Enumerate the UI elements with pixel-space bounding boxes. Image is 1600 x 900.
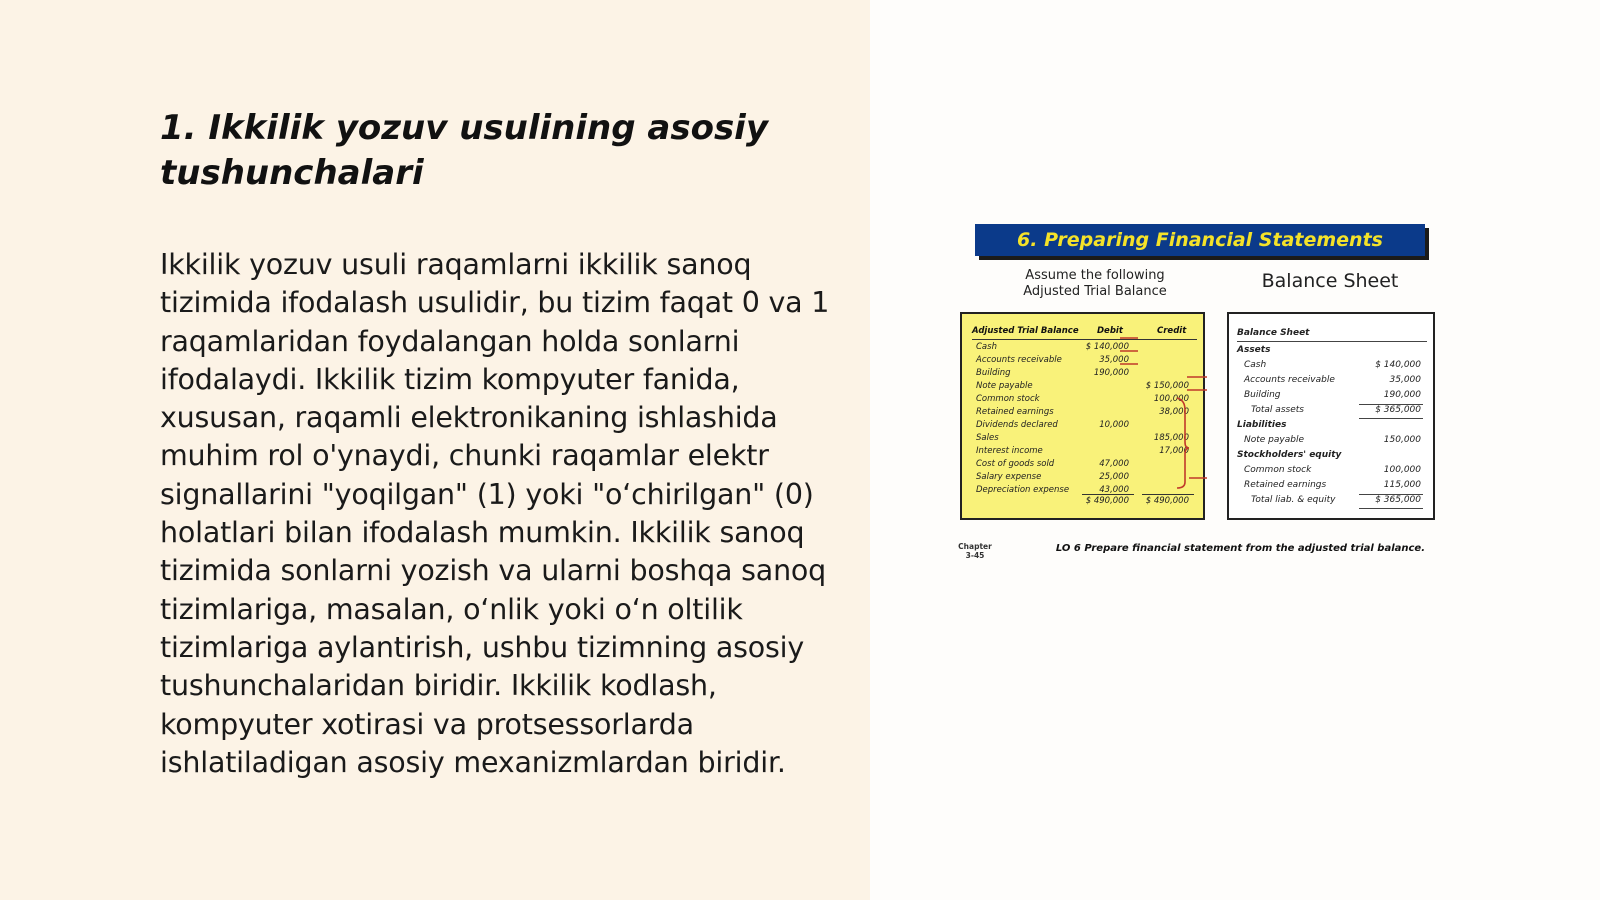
atb-total-debit: $ 490,000 [1085, 496, 1129, 506]
bs-total-rule [1359, 494, 1423, 495]
bs-value-cell: 35,000 [1389, 375, 1421, 385]
bs-value-cell: 115,000 [1383, 480, 1421, 490]
bs-label-cell: Liabilities [1237, 420, 1287, 430]
atb-label-cell: Sales [976, 433, 999, 443]
bs-item-row [1229, 375, 1433, 389]
atb-credit-cell: 38,000 [1159, 407, 1189, 417]
chapter-line1: Chapter [958, 542, 992, 551]
atb-row [962, 342, 1203, 355]
bs-value-cell: 150,000 [1383, 435, 1421, 445]
chapter-label [955, 542, 995, 560]
bs-title-rule [1237, 341, 1427, 342]
atb-label-cell: Common stock [976, 394, 1040, 404]
bs-total-rule [1359, 508, 1423, 509]
bs-total-row [1229, 405, 1433, 419]
bs-total-row [1229, 495, 1433, 509]
atb-row [962, 446, 1203, 459]
atb-debit-cell: 35,000 [1099, 355, 1129, 365]
bs-label-cell: Accounts receivable [1244, 375, 1335, 385]
atb-debit-cell: 190,000 [1093, 368, 1129, 378]
bs-section-row [1229, 420, 1433, 434]
atb-debit-cell: 25,000 [1099, 472, 1129, 482]
bs-item-row [1229, 465, 1433, 479]
bs-label-cell: Stockholders' equity [1237, 450, 1342, 460]
atb-row [962, 459, 1203, 472]
atb-credit-cell: $ 150,000 [1145, 381, 1189, 391]
atb-label-cell: Salary expense [976, 472, 1042, 482]
bs-section-row [1229, 450, 1433, 464]
bs-total-rule [1359, 404, 1423, 405]
bs-label-cell: Building [1244, 390, 1281, 400]
bs-value-cell: 100,000 [1383, 465, 1421, 475]
atb-row [962, 368, 1203, 381]
bs-label-cell: Total assets [1251, 405, 1304, 415]
chapter-line2: 3-45 [965, 551, 985, 560]
atb-debit-cell: 10,000 [1099, 420, 1129, 430]
balance-sheet-table [1227, 312, 1435, 520]
adjusted-trial-balance-table [960, 312, 1205, 520]
bs-label-cell: Total liab. & equity [1251, 495, 1336, 505]
atb-header-row [962, 326, 1203, 339]
atb-credit-cell: 17,000 [1159, 446, 1189, 456]
atb-credit-cell: 185,000 [1153, 433, 1189, 443]
bs-value-cell: 190,000 [1383, 390, 1421, 400]
bs-value-cell: $ 365,000 [1375, 405, 1421, 415]
atb-debit-cell: 43,000 [1099, 485, 1129, 495]
atb-header-rule [972, 339, 1197, 340]
bs-label-cell: Retained earnings [1244, 480, 1327, 490]
bs-item-row [1229, 435, 1433, 449]
atb-row [962, 407, 1203, 420]
atb-debit-cell: 47,000 [1099, 459, 1129, 469]
atb-row [962, 433, 1203, 446]
bs-total-rule [1359, 418, 1423, 419]
figure-banner [975, 224, 1425, 256]
bs-section-row [1229, 345, 1433, 359]
bs-label-cell: Cash [1244, 360, 1267, 370]
atb-row [962, 472, 1203, 485]
atb-header-credit: Credit [1157, 326, 1187, 336]
slide-body-text: Ikkilik yozuv usuli raqamlarni ikkilik sanoq tizimida ifodalash usulidir, bu tizim faqat 0 va 1 raqamlaridan foydalangan holda sonlarni ifodalaydi. Ikkilik tizim kompyuter fanida, xususan, raqamli elektronikaning ishlashida muhim rol o'ynaydi, chunki raqamlar elektr signallarini "yoqilgan" (1) yoki "o‘chirilgan" (0) holatlari bilan ifodalash mumkin. Ikkilik sanoq tizimida sonlarni yozish va ularni boshqa sanoq tizimlariga, masalan, o‘nlik yoki o‘n oltilik tizimlariga aylantirish, ushbu tizimning asosiy tushunchalaridan biridir. Ikkilik kodlash, kompyuter xotirasi va protsessorlarda ishlatiladigan asosiy mexanizmlardan biridir. [160, 248, 830, 779]
financial-statements-figure [955, 220, 1445, 570]
atb-label-cell: Cash [976, 342, 997, 352]
atb-header-label: Adjusted Trial Balance [972, 326, 1079, 336]
figure-caption-right: Balance Sheet [1261, 270, 1399, 292]
atb-label-cell: Dividends declared [976, 420, 1058, 430]
bs-label-cell: Note payable [1244, 435, 1304, 445]
atb-row [962, 420, 1203, 433]
atb-debit-cell: $ 140,000 [1085, 342, 1129, 352]
bs-item-row [1229, 390, 1433, 404]
figure-caption-left [955, 268, 1235, 300]
bs-value-cell: $ 365,000 [1375, 495, 1421, 505]
bs-item-row [1229, 360, 1433, 374]
slide-title: 1. Ikkilik yozuv usulining asosiy tushunchalari [160, 108, 768, 193]
caption-left-line2: Adjusted Trial Balance [1023, 284, 1167, 299]
atb-label-cell: Retained earnings [976, 407, 1054, 417]
atb-row [962, 381, 1203, 394]
caption-left-line1: Assume the following [1025, 268, 1165, 283]
learning-objective-text: LO 6 Prepare financial statement from the adjusted trial balance. [1055, 543, 1425, 554]
atb-row [962, 485, 1203, 498]
atb-label-cell: Depreciation expense [976, 485, 1070, 495]
atb-label-cell: Building [976, 368, 1011, 378]
atb-label-cell: Note payable [976, 381, 1033, 391]
bs-item-row [1229, 480, 1433, 494]
bs-label-cell: Common stock [1244, 465, 1312, 475]
atb-header-debit: Debit [1097, 326, 1123, 336]
bs-title: Balance Sheet [1237, 328, 1310, 338]
bs-value-cell: $ 140,000 [1375, 360, 1421, 370]
atb-label-cell: Interest income [976, 446, 1043, 456]
atb-total-credit: $ 490,000 [1145, 496, 1189, 506]
bs-title-row [1229, 328, 1433, 342]
bs-label-cell: Assets [1237, 345, 1271, 355]
atb-label-cell: Accounts receivable [976, 355, 1062, 365]
atb-label-cell: Cost of goods sold [976, 459, 1055, 469]
atb-total-row [962, 496, 1203, 510]
atb-credit-cell: 100,000 [1153, 394, 1189, 404]
atb-row [962, 394, 1203, 407]
atb-row [962, 355, 1203, 368]
figure-banner-text: 6. Preparing Financial Statements [1017, 229, 1383, 251]
